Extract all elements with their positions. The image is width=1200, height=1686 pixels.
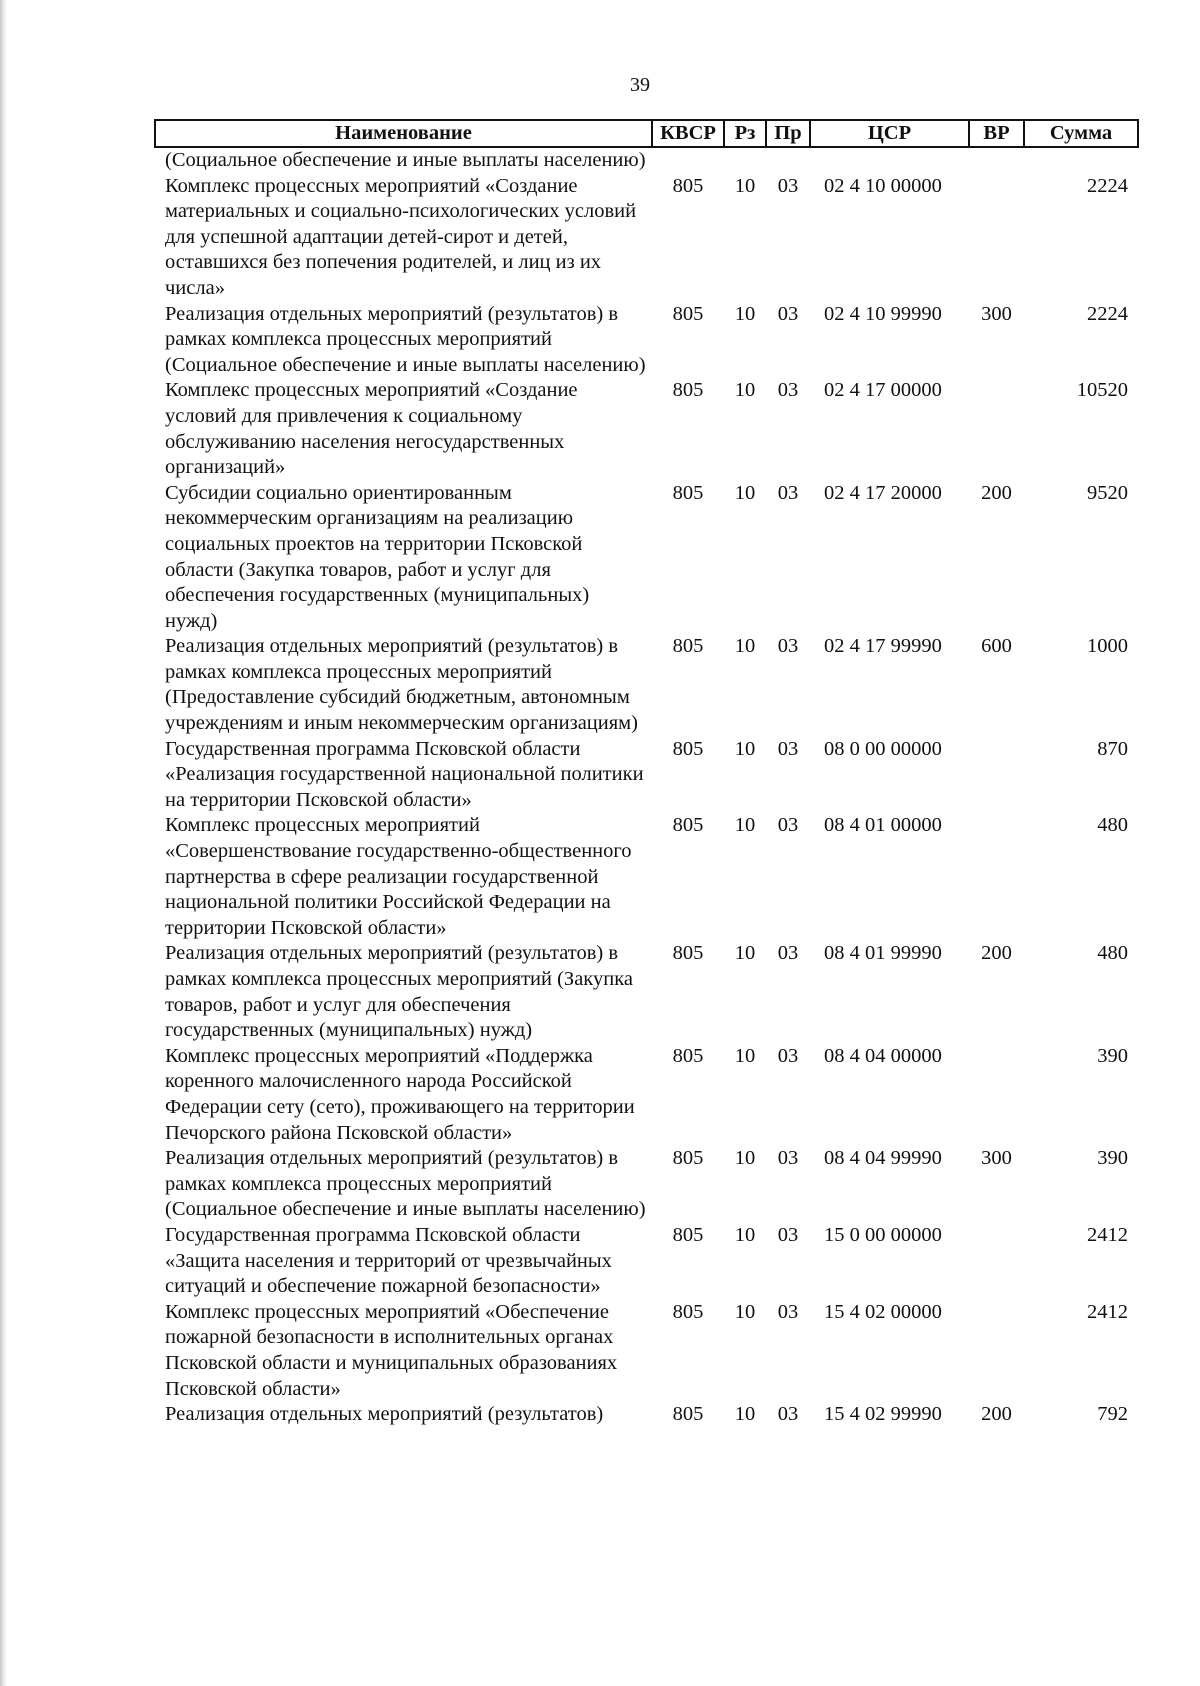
row-name: Субсидии социально ориентированным некоммерческим организациям на реализацию социальных проектов на территории Псковской области (Закупка товаров, работ и услуг для обеспечения государственных (муниципальных) нужд) bbox=[165, 481, 590, 632]
row-pr bbox=[766, 147, 810, 174]
budget-table-container bbox=[154, 119, 1137, 1428]
row-name: (Социальное обеспечение и иные выплаты населению) bbox=[165, 149, 646, 171]
row-sum: 792 bbox=[1097, 1403, 1128, 1426]
row-sum: 390 bbox=[1097, 1147, 1128, 1170]
row-pr: 03 bbox=[777, 635, 799, 658]
table-row bbox=[155, 1402, 1138, 1428]
row-name: Реализация отдельных мероприятий (результатов) в рамках комплекса процессных мероприятий (Социальное обеспечение и иные выплаты населению) bbox=[165, 302, 646, 376]
row-sum: 1000 bbox=[1087, 635, 1128, 658]
row-kvsr: 805 bbox=[672, 1147, 704, 1170]
row-name: Комплекс процессных мероприятий «Создание материальных и социально-психологических условий для успешной адаптации детей-сирот и детей, оставшихся без попечения родителей, и лиц из их числа» bbox=[165, 174, 637, 299]
row-rz: 10 bbox=[734, 942, 756, 965]
row-rz: 10 bbox=[734, 814, 756, 837]
row-pr: 03 bbox=[777, 1223, 799, 1246]
header-row bbox=[155, 120, 1138, 147]
row-name: Комплекс процессных мероприятий «Обеспечение пожарной безопасности в исполнительных органах Псковской области и муниципальных образованиях Псковской области» bbox=[165, 1300, 618, 1400]
row-csr: 02 4 17 20000 bbox=[824, 481, 942, 504]
header-sum: Сумма bbox=[1024, 120, 1138, 147]
row-pr: 03 bbox=[777, 814, 799, 837]
table-row bbox=[155, 1223, 1138, 1300]
row-name: Реализация отдельных мероприятий (результатов) в рамках комплекса процессных мероприятий (Закупка товаров, работ и услуг для обеспечения государственных (муниципальных) нужд) bbox=[165, 942, 633, 1042]
row-sum: 480 bbox=[1097, 814, 1128, 837]
row-vr: 300 bbox=[981, 302, 1012, 325]
row-kvsr: 805 bbox=[672, 942, 704, 965]
row-pr: 03 bbox=[777, 481, 799, 504]
row-rz: 10 bbox=[734, 481, 756, 504]
row-kvsr: 805 bbox=[672, 481, 704, 504]
row-vr: 200 bbox=[981, 1403, 1012, 1426]
row-sum: 10520 bbox=[1076, 379, 1128, 402]
table-row bbox=[155, 147, 1138, 174]
row-kvsr: 805 bbox=[672, 1300, 704, 1323]
row-kvsr: 805 bbox=[672, 302, 704, 325]
row-kvsr: 805 bbox=[672, 379, 704, 402]
row-vr bbox=[969, 737, 1024, 814]
row-csr: 02 4 10 99990 bbox=[824, 302, 942, 325]
row-name: Реализация отдельных мероприятий (результатов) bbox=[165, 1403, 604, 1426]
row-name: Государственная программа Псковской области «Защита населения и территорий от чрезвычайных ситуаций и обеспечение пожарной безопасности» bbox=[165, 1223, 612, 1298]
row-sum: 2412 bbox=[1087, 1300, 1128, 1323]
row-vr bbox=[969, 147, 1024, 174]
row-sum: 2224 bbox=[1087, 174, 1128, 197]
row-name: Комплекс процессных мероприятий «Создание условий для привлечения к социальному обслуживанию населения негосударственных организаций» bbox=[165, 379, 578, 479]
row-csr: 08 0 00 00000 bbox=[824, 737, 942, 760]
row-rz: 10 bbox=[734, 1223, 756, 1246]
table-row bbox=[155, 737, 1138, 814]
row-name: Реализация отдельных мероприятий (результатов) в рамках комплекса процессных мероприятий (Предоставление субсидий бюджетным, автономным учреждениям и иным некоммерческим организациям) bbox=[165, 635, 638, 735]
row-csr bbox=[810, 147, 969, 174]
table-row bbox=[155, 481, 1138, 635]
row-sum: 390 bbox=[1097, 1044, 1128, 1067]
row-name: Реализация отдельных мероприятий (результатов) в рамках комплекса процессных мероприятий (Социальное обеспечение и иные выплаты населению) bbox=[165, 1147, 646, 1221]
row-sum: 870 bbox=[1097, 737, 1128, 760]
row-rz: 10 bbox=[734, 302, 756, 325]
row-pr: 03 bbox=[777, 1403, 799, 1426]
row-kvsr: 805 bbox=[672, 1044, 704, 1067]
row-kvsr: 805 bbox=[672, 814, 704, 837]
row-sum: 480 bbox=[1097, 942, 1128, 965]
table-row bbox=[155, 1300, 1138, 1402]
row-pr: 03 bbox=[777, 174, 799, 197]
header-pr: Пр bbox=[766, 120, 810, 147]
table-row bbox=[155, 174, 1138, 302]
table-row bbox=[155, 378, 1138, 480]
row-csr: 15 4 02 99990 bbox=[824, 1403, 942, 1426]
row-vr bbox=[969, 813, 1024, 941]
row-name: Государственная программа Псковской области «Реализация государственной национальной политики на территории Псковской области» bbox=[165, 737, 644, 811]
table-row bbox=[155, 634, 1138, 736]
row-kvsr: 805 bbox=[672, 737, 704, 760]
header-kvsr: КВСР bbox=[652, 120, 724, 147]
row-rz: 10 bbox=[734, 1147, 756, 1170]
table-row bbox=[155, 302, 1138, 379]
row-vr: 300 bbox=[981, 1147, 1012, 1170]
row-pr: 03 bbox=[777, 737, 799, 760]
row-pr: 03 bbox=[777, 302, 799, 325]
row-rz bbox=[724, 147, 766, 174]
row-rz: 10 bbox=[734, 1403, 756, 1426]
row-rz: 10 bbox=[734, 1300, 756, 1323]
row-csr: 02 4 17 99990 bbox=[824, 635, 942, 658]
row-name: Комплекс процессных мероприятий «Поддержка коренного малочисленного народа Российской Федерации сету (сето), проживающего на территории Печорского района Псковской области» bbox=[165, 1044, 635, 1144]
row-vr bbox=[969, 174, 1024, 302]
row-rz: 10 bbox=[734, 635, 756, 658]
row-rz: 10 bbox=[734, 379, 756, 402]
table-row bbox=[155, 813, 1138, 941]
table-header bbox=[155, 120, 1138, 147]
header-name: Наименование bbox=[155, 120, 652, 147]
row-vr: 200 bbox=[981, 481, 1012, 504]
budget-table bbox=[154, 119, 1139, 1428]
row-vr bbox=[969, 1300, 1024, 1402]
row-sum bbox=[1024, 147, 1138, 174]
row-pr: 03 bbox=[777, 1147, 799, 1170]
header-rz: Рз bbox=[724, 120, 766, 147]
row-pr: 03 bbox=[777, 942, 799, 965]
row-csr: 08 4 04 99990 bbox=[824, 1147, 942, 1170]
row-csr: 02 4 17 00000 bbox=[824, 379, 942, 402]
row-csr: 15 4 02 00000 bbox=[824, 1300, 942, 1323]
page-number: 39 bbox=[630, 74, 650, 96]
row-csr: 08 4 04 00000 bbox=[824, 1044, 942, 1067]
header-vr: ВР bbox=[969, 120, 1024, 147]
row-vr: 200 bbox=[981, 942, 1012, 965]
row-csr: 02 4 10 00000 bbox=[824, 174, 942, 197]
row-sum: 2412 bbox=[1087, 1223, 1128, 1246]
row-vr bbox=[969, 378, 1024, 480]
row-sum: 2224 bbox=[1087, 302, 1128, 325]
row-csr: 15 0 00 00000 bbox=[824, 1223, 942, 1246]
scan-edge-shadow bbox=[0, 0, 7, 1686]
row-kvsr: 805 bbox=[672, 1403, 704, 1426]
table-row bbox=[155, 1044, 1138, 1146]
row-name: Комплекс процессных мероприятий «Совершенствование государственно-общественного партнерства в сфере реализации государственной национальной политики Российской Федерации на территории Псковской области» bbox=[165, 814, 632, 939]
row-kvsr: 805 bbox=[672, 174, 704, 197]
row-kvsr bbox=[652, 147, 724, 174]
table-body bbox=[155, 147, 1138, 1428]
header-csr: ЦСР bbox=[810, 120, 969, 147]
row-csr: 08 4 01 99990 bbox=[824, 942, 942, 965]
row-csr: 08 4 01 00000 bbox=[824, 814, 942, 837]
row-sum: 9520 bbox=[1087, 481, 1128, 504]
row-rz: 10 bbox=[734, 174, 756, 197]
row-pr: 03 bbox=[777, 1300, 799, 1323]
row-kvsr: 805 bbox=[672, 1223, 704, 1246]
row-pr: 03 bbox=[777, 379, 799, 402]
row-vr bbox=[969, 1223, 1024, 1300]
table-row bbox=[155, 941, 1138, 1043]
row-rz: 10 bbox=[734, 1044, 756, 1067]
row-vr: 600 bbox=[981, 635, 1012, 658]
row-vr bbox=[969, 1044, 1024, 1146]
row-rz: 10 bbox=[734, 737, 756, 760]
row-kvsr: 805 bbox=[672, 635, 704, 658]
table-row bbox=[155, 1146, 1138, 1223]
row-pr: 03 bbox=[777, 1044, 799, 1067]
